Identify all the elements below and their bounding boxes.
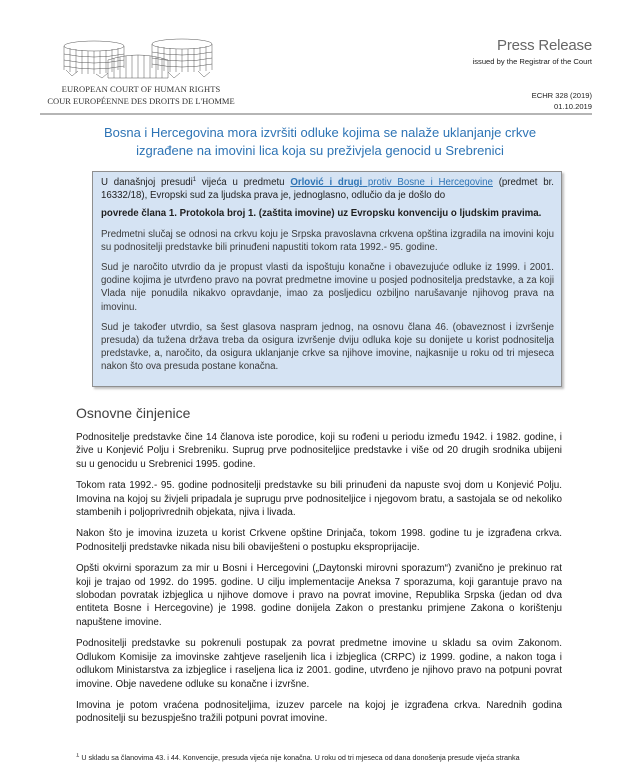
page-header bbox=[0, 0, 632, 120]
footnote-text: U skladu sa članovima 43. i 44. Konvencije, presuda vijeća nije konačna. U roku od tri mjeseca od dana donošenja presude vijeća stranka bbox=[79, 753, 520, 762]
court-name-english: EUROPEAN COURT OF HUMAN RIGHTS bbox=[61, 84, 221, 94]
body-paragraph: Imovina je potom vraćena podnositeljima, izuzev parcele na kojoj je izgrađena crkva. Narednih godina podnositelji su bezuspješno tražili potpuni povrat imovine. bbox=[76, 699, 562, 725]
court-building-logo-icon bbox=[58, 38, 218, 80]
footnote-ref[interactable]: 1 bbox=[192, 176, 197, 183]
reference-number: ECHR 328 (2019) bbox=[531, 91, 592, 100]
body-paragraph: Opšti okvirni sporazum za mir u Bosni i Hercegovini („Daytonski mirovni sporazum“) zvanično je prekinuo rat koji je trajao od 1992. do 1995. godine. U cilju implementacije Aneksa 7 sporazuma, koji garantuje pravo na slobodan povratak izbjeglica u njihove domove i pravo na povrat imovine, Republika Srpska (jedan od dva entiteta Bosne i Hercegovine) je 1998. godine donijela Zakon o prestanku primjene Zakona o korištenju napuštene imovine. bbox=[76, 563, 562, 628]
case-link-name[interactable]: Orlović i drugi bbox=[290, 177, 363, 188]
title-line-1: Bosna i Hercegovina mora izvršiti odluke kojima se nalaže uklanjanje crkve bbox=[103, 125, 537, 140]
court-name-french: COUR EUROPÉENNE DES DROITS DE L'HOMME bbox=[47, 96, 235, 106]
body-paragraph: Podnositelji predstavke su pokrenuli postupak za povrat predmetne imovine u skladu sa ovim Zakonom. Odlukom Komisije za imovinske zahtjeve raseljenih lica i izbjeglica (CRPC) iz 1999. godine, a nakon toga i odlukom Ministarstva za izbjeglice i raseljena lica iz 2001. godine, utvrđeno je njihovo pravo na potpuni povrat imovine. Obje navedene odluke su konačne i izvršne. bbox=[76, 638, 562, 690]
footnote-marker: 1 bbox=[76, 753, 80, 759]
page-title bbox=[60, 124, 580, 160]
summary-paragraph: Sud je naročito utvrdio da je propust vlasti da ispoštuju konačne i obavezujuće odluke iz 1999. i 2001. godine kojima je utvrđeno pravo na povrat predmetne imovine u posjed podnositelja predstavke, a za koji Vlada nije ponudila nikakvo opravdanje, imao za posljedicu ozbiljno narušavanje njihovog prava na imovinu. bbox=[101, 262, 554, 313]
document-type: Press Release bbox=[497, 37, 592, 54]
summary-violation-statement: povrede člana 1. Protokola broj 1. (zaštita imovine) uz Evropsku konvenciju o ljudskim pravima. bbox=[101, 208, 542, 220]
body-paragraph: Tokom rata 1992.- 95. godine podnositelji predstavke su bili prinuđeni da napuste svoj dom u Konjević Polju. Imovina na kojoj su živjeli pripadala je suprugu prve podnositeljice i njegovom bratu, a sastojala se od nekoliko stambenih i poljoprivrednih objekata, njiva i livada. bbox=[76, 480, 562, 519]
case-link-respondent[interactable]: protiv Bosne i Hercegovine bbox=[362, 177, 493, 188]
document-subtitle: issued by the Registrar of the Court bbox=[472, 57, 592, 66]
body-paragraph: Nakon što je imovina izuzeta u korist Crkvene opštine Drinjača, tokom 1998. godine tu je izgrađena crkva. Podnositelji predstavke nikada nisu bili obaviješteni o postupku eksproprijacije. bbox=[76, 528, 562, 553]
section-heading: Osnovne činjenice bbox=[76, 405, 191, 421]
release-date: 01.10.2019 bbox=[553, 102, 592, 111]
title-line-2: izgrađene na imovini lica koja su preživjela genocid u Srebrenici bbox=[136, 143, 504, 158]
summary-paragraph: Sud je također utvrdio, sa šest glasova naspram jednog, na osnovu člana 46. (obaveznost i izvršenje presuda) da tužena država treba da osigura izvršenje dviju odluka koje su donijete u korist podnositelja predstavke, a, naročito, da osigura uklanjanje crkve sa njihove imovine, najkasnije u roku od tri mjeseca nakon što ova presuda postane konačna. bbox=[101, 321, 554, 373]
body-paragraph: Podnositelje predstavke čine 14 članova iste porodice, koji su rođeni u periodu između 1942. i 1982. godine, i žive u Konjević Polju i Srebreniku. Suprug prve podnositeljice predstavke i više od 20 drugih srodnika ubijeni su u genocidu u Srebrenici 1995. godine. bbox=[76, 432, 562, 470]
summary-box bbox=[92, 171, 562, 387]
summary-intro-paragraph: U današnjoj presudi$^1$ vijeća u predmetu Orlović i drugi protiv Bosne i Hercegovine (predmet br. 16332/18), Evropski sud za ljudska prava je, jednoglasno, odlučio da je došlo do bbox=[101, 176, 554, 202]
footnote bbox=[76, 753, 576, 762]
header-divider bbox=[40, 113, 592, 115]
section-body bbox=[76, 431, 562, 734]
summary-paragraph: Predmetni slučaj se odnosi na crkvu koju je Srpska pravoslavna crkvena opština izgradila na imovini koju su podnositelji predstavke bili prinuđeni napustiti tokom rata 1992.- 95. godine. bbox=[101, 228, 554, 253]
